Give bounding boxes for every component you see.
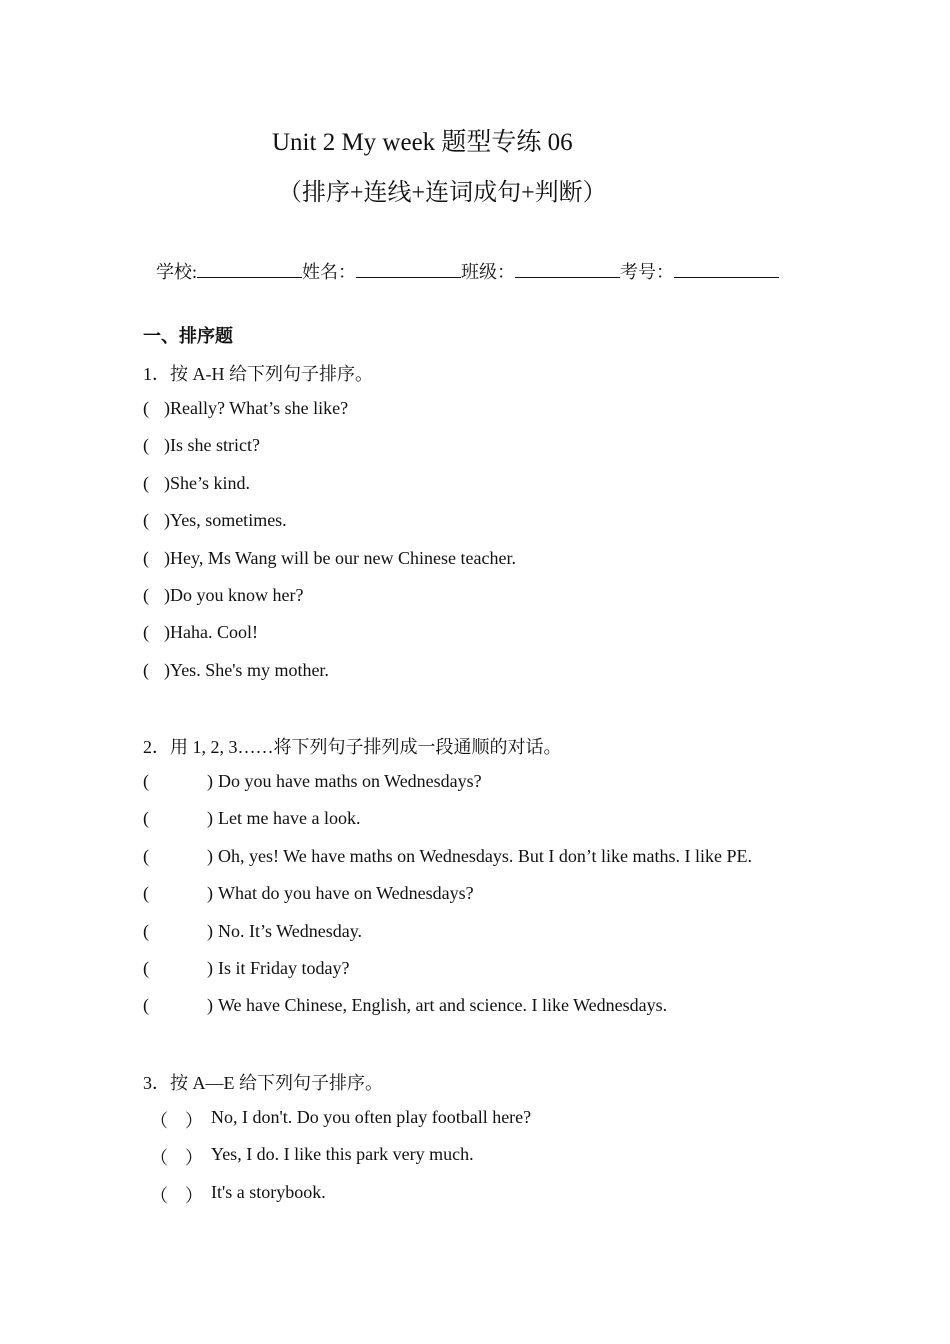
name-label: 姓名： [302,262,357,282]
answer-blank-close: ) [164,547,170,568]
q2-answer-row [143,808,863,830]
answer-blank-open[interactable]: ( [143,547,149,568]
answer-blank-open[interactable]: ( [143,622,149,643]
sentence-text: Yes, sometimes. [170,510,287,531]
q2-answer-row [143,883,863,905]
answer-blank-close: ) [164,472,170,493]
answer-blank-open[interactable]: （ [150,1185,168,1206]
answer-blank-close: ) [207,883,213,904]
answer-blank-close: ) [207,958,213,978]
answer-blank-close: ) [207,920,213,941]
answer-blank-open[interactable]: （ [150,1148,168,1169]
answer-blank-open[interactable]: ( [143,398,149,418]
answer-blank-close: ) [164,622,170,643]
q2-answer-row [143,921,863,943]
q2-answer-row [143,958,863,980]
answer-blank-close: ) [207,771,213,791]
answer-blank-open[interactable]: ( [143,659,149,680]
answer-blank-close: ) [207,808,213,829]
answer-blank-open[interactable]: （ [150,1111,168,1131]
answer-blank-open[interactable]: ( [143,920,149,941]
q1-answer-row [143,510,863,532]
q3-answer-row [150,1182,870,1204]
section-heading: 一、排序题 [143,326,233,346]
answer-blank-open[interactable]: ( [143,435,149,456]
sentence-text: She’s kind. [170,472,251,493]
answer-blank-close: ) [207,995,213,1016]
name-blank[interactable] [356,261,461,278]
school-blank[interactable] [197,261,302,278]
q3-answer-row [150,1144,870,1169]
q2-answer-row [143,846,863,868]
answer-blank-open[interactable]: ( [143,845,149,866]
answer-blank-close: ) [164,398,170,418]
question-1-prompt: 1．按 A-H 给下列句子排序。 [143,364,373,384]
q2-answer-row [143,995,863,1017]
exam-number-label: 考号： [620,262,675,282]
sentence-text: Do you know her? [170,585,304,605]
class-blank[interactable] [515,261,620,278]
sentence-text: Really? What’s she like? [170,398,349,418]
answer-blank-open[interactable]: ( [143,808,149,829]
q1-answer-row [143,585,863,607]
q1-answer-row [143,398,863,420]
sentence-text: Let me have a look. [218,808,361,829]
answer-blank-open[interactable]: ( [143,883,149,904]
sentence-text: We have Chinese, English, art and science. I like Wednesdays. [218,995,668,1016]
sentence-text: It's a storybook. [211,1181,326,1202]
page-subtitle: （排序+连线+连词成句+判断） [278,180,607,206]
q3-answer-row [150,1107,870,1129]
sentence-text: Yes, I do. I like this park very much. [211,1144,474,1165]
student-info-line [156,258,779,284]
q1-answer-row [143,435,863,457]
answer-blank-open[interactable]: ( [143,472,149,493]
answer-blank-close: ) [207,845,213,866]
sentence-text: Do you have maths on Wednesdays? [218,771,482,791]
answer-blank-close: ） [185,1148,203,1169]
sentence-text: Yes. She's my mother. [170,659,329,680]
answer-blank-open[interactable]: ( [143,958,149,978]
answer-blank-close: ) [164,510,170,531]
question-3-prompt: 3．按 A—E 给下列句子排序。 [143,1073,383,1093]
answer-blank-close: ) [164,435,170,456]
q1-answer-row [143,622,863,644]
answer-blank-close: ） [185,1111,203,1131]
school-label: 学校: [156,262,198,282]
class-label: 班级： [461,262,516,282]
answer-blank-close: ) [164,659,170,680]
sentence-text: Is it Friday today? [218,958,350,978]
sentence-text: Is she strict? [170,435,260,456]
answer-blank-close: ) [164,585,170,605]
sentence-text: Haha. Cool! [170,622,258,643]
q1-answer-row [143,660,863,682]
sentence-text: No. It’s Wednesday. [218,920,363,941]
q1-answer-row [143,548,863,570]
q2-answer-row [143,771,863,793]
sentence-text: What do you have on Wednesdays? [218,883,474,904]
q1-answer-row [143,473,863,495]
answer-blank-open[interactable]: ( [143,995,149,1016]
answer-blank-open[interactable]: ( [143,771,149,791]
exam-number-blank[interactable] [674,261,779,278]
question-2-prompt: 2．用 1, 2, 3……将下列句子排列成一段通顺的对话。 [143,737,562,757]
answer-blank-open[interactable]: ( [143,585,149,605]
sentence-text: No, I don't. Do you often play football here? [211,1107,532,1127]
page-title: Unit 2 My week 题型专练 06 [272,129,573,156]
answer-blank-open[interactable]: ( [143,510,149,531]
sentence-text: Oh, yes! We have maths on Wednesdays. But I don’t like maths. I like PE. [218,845,753,866]
answer-blank-close: ） [185,1185,203,1206]
sentence-text: Hey, Ms Wang will be our new Chinese teacher. [170,547,516,568]
